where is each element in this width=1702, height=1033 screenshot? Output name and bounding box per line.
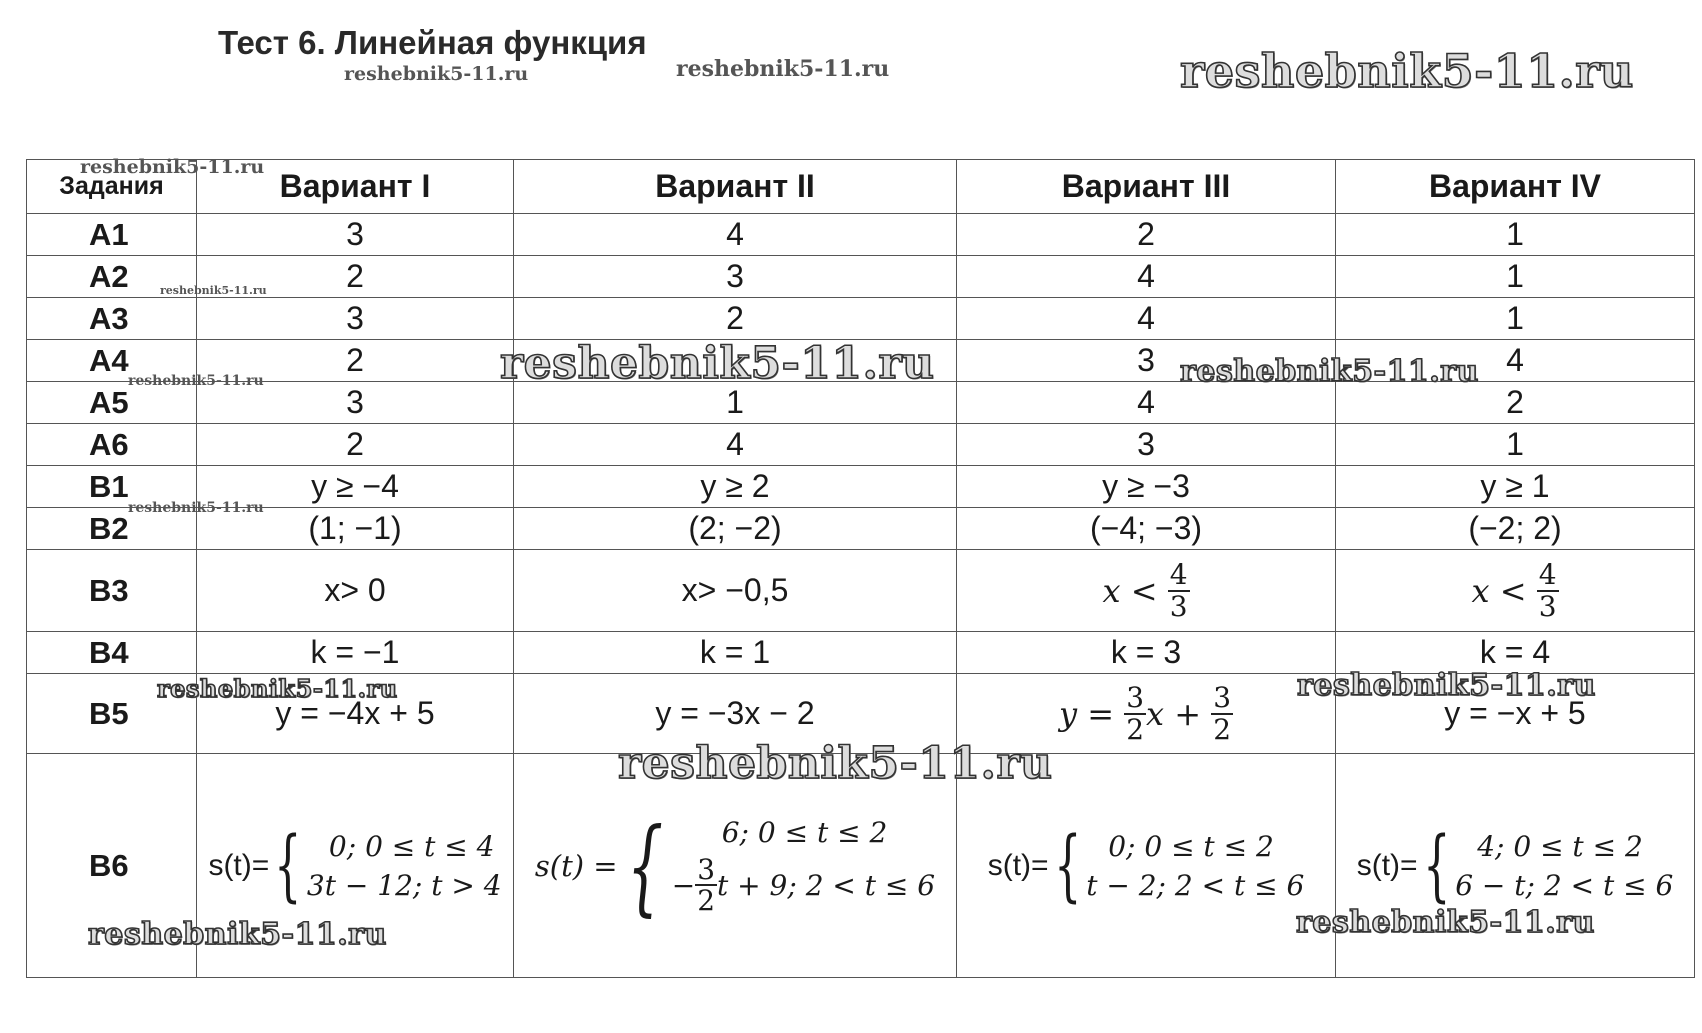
col-header-variant-1: Вариант I	[197, 160, 514, 214]
cases: 6; 0 ≤ t ≤ 2 − $\frac{3}{2}$ t + 9; 2 < t ≤ 6	[671, 815, 936, 917]
page-title: Тест 6. Линейная функция	[218, 24, 647, 61]
cases: 0; 0 ≤ t ≤ 2 t − 2; 2 < t ≤ 6	[1086, 829, 1305, 902]
fraction: $\frac{3}{2}$	[697, 852, 716, 917]
answer-cell: 4	[957, 298, 1336, 340]
answer-cell: y = −3x − 2	[514, 674, 957, 754]
table-row	[27, 424, 1695, 466]
watermark: reshebnik5-11.ru	[157, 674, 398, 703]
table-row	[27, 382, 1695, 424]
answer-cell: 4	[1336, 340, 1695, 382]
answer-cell: 2	[197, 340, 514, 382]
math-expr: s(t) =	[534, 848, 618, 883]
answer-cell: 2	[957, 214, 1336, 256]
task-label: A2	[27, 256, 197, 298]
fraction: $\frac{4}{3}$	[1538, 558, 1557, 623]
answer-cell: 4	[957, 256, 1336, 298]
brace: {	[626, 804, 663, 927]
cases: 4; 0 ≤ t ≤ 2 6 − t; 2 < t ≤ 6	[1455, 829, 1674, 902]
table-row	[27, 508, 1695, 550]
task-label: A4	[27, 340, 197, 382]
watermark: reshebnik5-11.ru	[1297, 668, 1596, 703]
answer-cell	[514, 754, 957, 978]
answer-cell: 2	[197, 424, 514, 466]
col-header-variant-4: Вариант IV	[1336, 160, 1695, 214]
task-label: A1	[27, 214, 197, 256]
table-row	[27, 256, 1695, 298]
watermark: reshebnik5-11.ru	[1180, 354, 1479, 389]
answer-cell	[957, 550, 1336, 632]
watermark: reshebnik5-11.ru	[1180, 44, 1634, 98]
fraction: $\frac{3}{2}$	[1126, 681, 1145, 746]
header-row	[27, 160, 1695, 214]
answer-cell: (−4; −3)	[957, 508, 1336, 550]
math-expr: s(t)=	[987, 848, 1049, 882]
answer-cell: y ≥ 1	[1336, 466, 1695, 508]
watermark: reshebnik5-11.ru	[160, 284, 267, 297]
table-row	[27, 632, 1695, 674]
task-label: B4	[27, 632, 197, 674]
answer-cell	[514, 340, 957, 382]
answer-cell	[1336, 754, 1695, 978]
answer-cell: y ≥ −4	[197, 466, 514, 508]
watermark: reshebnik5-11.ru	[128, 500, 264, 516]
task-label: B5	[27, 674, 197, 754]
task-label: B3	[27, 550, 197, 632]
answer-cell: 3	[514, 256, 957, 298]
table-row	[27, 674, 1695, 754]
table-row	[27, 466, 1695, 508]
brace: {	[274, 820, 302, 911]
table-row	[27, 754, 1695, 978]
answer-cell: (−2; 2)	[1336, 508, 1695, 550]
table-row	[27, 550, 1695, 632]
table-row	[27, 340, 1695, 382]
answer-cell: 1	[1336, 214, 1695, 256]
task-label: B1	[27, 466, 197, 508]
answer-cell: 3	[957, 424, 1336, 466]
math-expr: s(t)=	[208, 848, 270, 882]
watermark: reshebnik5-11.ru	[618, 738, 1053, 789]
answer-cell: k = −1	[197, 632, 514, 674]
fraction: $\frac{3}{2}$	[1213, 681, 1232, 746]
answer-cell: 3	[197, 298, 514, 340]
answers-table	[26, 159, 1695, 978]
answer-cell: 4	[514, 214, 957, 256]
answer-cell: k = 1	[514, 632, 957, 674]
watermark: reshebnik5-11.ru	[1296, 905, 1595, 940]
answer-cell: k = 4	[1336, 632, 1695, 674]
watermark: reshebnik5-11.ru	[80, 156, 265, 178]
answer-cell	[1336, 550, 1695, 632]
task-label: A5	[27, 382, 197, 424]
col-header-variant-2: Вариант II	[514, 160, 957, 214]
answer-cell: 3	[957, 340, 1336, 382]
answer-cell: 2	[197, 256, 514, 298]
answer-cell: x> −0,5	[514, 550, 957, 632]
answer-cell: 1	[514, 382, 957, 424]
answer-cell: y ≥ 2	[514, 466, 957, 508]
answer-cell: k = 3	[957, 632, 1336, 674]
math-expr: x +	[1146, 694, 1202, 733]
answer-cell: x> 0	[197, 550, 514, 632]
fraction: $\frac{4}{3}$	[1169, 558, 1188, 623]
math-expr: y =	[1058, 694, 1115, 733]
task-label: A3	[27, 298, 197, 340]
answer-cell	[197, 754, 514, 978]
answer-cell: y = −x + 5	[1336, 674, 1695, 754]
task-label: B6	[27, 754, 197, 978]
math-expr: x <	[1471, 571, 1527, 610]
watermark: reshebnik5-11.ru	[88, 917, 387, 952]
answer-cell: 3	[197, 382, 514, 424]
answer-cell: 4	[957, 382, 1336, 424]
brace: {	[1053, 820, 1082, 911]
answer-cell: (1; −1)	[197, 508, 514, 550]
brace: {	[1422, 820, 1451, 911]
math-expr: x <	[1102, 571, 1158, 610]
task-label: B2	[27, 508, 197, 550]
answer-cell	[957, 674, 1336, 754]
table-row	[27, 298, 1695, 340]
table-row	[27, 214, 1695, 256]
answer-cell	[957, 754, 1336, 978]
answer-cell: 3	[197, 214, 514, 256]
task-label: A6	[27, 424, 197, 466]
answer-cell: 1	[1336, 256, 1695, 298]
answer-cell: y = −4x + 5	[197, 674, 514, 754]
cases: 0; 0 ≤ t ≤ 4 3t − 12; t > 4	[306, 829, 502, 902]
answer-cell: 2	[514, 298, 957, 340]
answer-cell: 1	[1336, 298, 1695, 340]
watermark: reshebnik5-11.ru	[500, 338, 935, 389]
watermark: reshebnik5-11.ru	[676, 56, 890, 82]
col-header-tasks: Задания	[27, 160, 197, 214]
answer-cell: 4	[514, 424, 957, 466]
answer-cell: 2	[1336, 382, 1695, 424]
watermark: reshebnik5-11.ru	[128, 373, 264, 389]
watermark: reshebnik5-11.ru	[344, 63, 529, 85]
answer-cell: (2; −2)	[514, 508, 957, 550]
answer-cell: y ≥ −3	[957, 466, 1336, 508]
col-header-variant-3: Вариант III	[957, 160, 1336, 214]
math-expr: s(t)=	[1356, 848, 1418, 882]
answer-cell: 1	[1336, 424, 1695, 466]
